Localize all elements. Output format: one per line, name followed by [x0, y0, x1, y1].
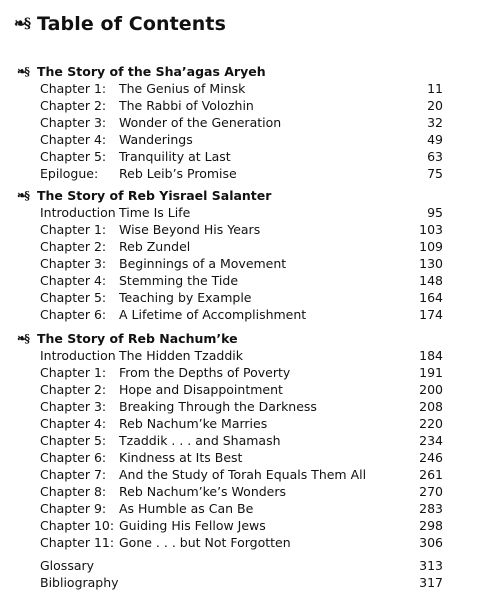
entry-title: Tzaddik . . . and Shamash	[119, 433, 281, 448]
section-title: The Story of Reb Yisrael Salanter	[37, 187, 272, 203]
page-number: 270	[419, 484, 443, 499]
page-number: 191	[419, 365, 443, 380]
toc-entry[interactable]	[0, 398, 480, 415]
entry-title: Hope and Disappointment	[119, 382, 283, 397]
entry-label: Chapter 4:	[40, 132, 107, 147]
entry-title: Teaching by Example	[119, 290, 252, 305]
toc-entry[interactable]	[0, 148, 480, 165]
entry-label: Chapter 4:	[40, 273, 107, 288]
entry-title: Reb Zundel	[119, 239, 191, 254]
toc-entry[interactable]	[0, 306, 480, 323]
entry-title: The Genius of Minsk	[119, 81, 246, 96]
toc-entry[interactable]	[0, 415, 480, 432]
entry-label: Chapter 1:	[40, 222, 107, 237]
entry-label: Epilogue:	[40, 166, 99, 181]
entry-label: Chapter 8:	[40, 484, 107, 499]
toc-entry[interactable]	[0, 364, 480, 381]
toc-entry[interactable]	[0, 449, 480, 466]
toc-entry[interactable]	[0, 238, 480, 255]
entry-label: Introduction	[40, 348, 116, 363]
section-title: The Story of Reb Nachum’ke	[37, 330, 238, 346]
page-number: 184	[419, 348, 443, 363]
entry-label: Chapter 6:	[40, 450, 107, 465]
page-number: 103	[419, 222, 443, 237]
page-number: 317	[419, 575, 443, 590]
page-number: 306	[419, 535, 443, 550]
entry-title: Reb Nachum’ke Marries	[119, 416, 268, 431]
entry-label: Chapter 3:	[40, 256, 107, 271]
page-number: 95	[427, 205, 443, 220]
toc-entry[interactable]	[0, 272, 480, 289]
page-number: 32	[427, 115, 443, 130]
page-number: 313	[419, 558, 443, 573]
toc-entry[interactable]	[0, 534, 480, 551]
toc-entry[interactable]	[0, 500, 480, 517]
entry-title: Breaking Through the Darkness	[119, 399, 317, 414]
toc-entry[interactable]	[0, 466, 480, 483]
page-number: 49	[427, 132, 443, 147]
toc-section-yisrael-salanter	[0, 186, 480, 323]
page-number: 234	[419, 433, 443, 448]
toc-entry[interactable]	[0, 97, 480, 114]
entry-label: Chapter 5:	[40, 149, 107, 164]
toc-back-matter	[0, 557, 480, 591]
entry-title: Kindness at Its Best	[119, 450, 243, 465]
toc-entry[interactable]	[0, 165, 480, 182]
page-number: 174	[419, 307, 443, 322]
toc-entry[interactable]	[0, 347, 480, 364]
toc-entry[interactable]	[0, 574, 480, 591]
entry-label: Chapter 3:	[40, 115, 107, 130]
entry-label: Chapter 5:	[40, 433, 107, 448]
entry-label: Chapter 1:	[40, 365, 107, 380]
page-number: 109	[419, 239, 443, 254]
page-number: 148	[419, 273, 443, 288]
entry-title: As Humble as Can Be	[119, 501, 254, 516]
entry-label: Chapter 2:	[40, 382, 107, 397]
entry-label: Chapter 6:	[40, 307, 107, 322]
entry-title: Wise Beyond His Years	[119, 222, 261, 237]
page-number: 283	[419, 501, 443, 516]
page-title: Table of Contents	[37, 13, 226, 35]
entry-title: The Hidden Tzaddik	[119, 348, 243, 363]
entry-label: Chapter 11:	[40, 535, 115, 550]
section-title: The Story of the Sha’agas Aryeh	[37, 63, 266, 79]
toc-section-shaagas-aryeh	[0, 62, 480, 182]
entry-label: Chapter 2:	[40, 98, 107, 113]
page-number: 130	[419, 256, 443, 271]
section-heading	[0, 329, 480, 347]
page-number: 200	[419, 382, 443, 397]
entry-label: Chapter 1:	[40, 81, 107, 96]
entry-label: Chapter 4:	[40, 416, 107, 431]
fleuron-icon: ❧§	[17, 188, 28, 202]
toc-entry[interactable]	[0, 114, 480, 131]
page-number: 75	[427, 166, 443, 181]
entry-label: Glossary	[40, 558, 95, 573]
toc-entry[interactable]	[0, 381, 480, 398]
toc-entry[interactable]	[0, 289, 480, 306]
toc-entry[interactable]	[0, 131, 480, 148]
entry-title: Wanderings	[119, 132, 193, 147]
entry-label: Chapter 9:	[40, 501, 107, 516]
section-heading	[0, 62, 480, 80]
toc-entry[interactable]	[0, 557, 480, 574]
toc-entry[interactable]	[0, 204, 480, 221]
page-number: 298	[419, 518, 443, 533]
page-number: 11	[427, 81, 443, 96]
entry-label: Bibliography	[40, 575, 119, 590]
page-number: 20	[427, 98, 443, 113]
entry-title: The Rabbi of Volozhin	[119, 98, 254, 113]
entry-label: Chapter 3:	[40, 399, 107, 414]
page-number: 208	[419, 399, 443, 414]
entry-label: Chapter 5:	[40, 290, 107, 305]
entry-title: Guiding His Fellow Jews	[119, 518, 266, 533]
toc-entry[interactable]	[0, 221, 480, 238]
page-number: 246	[419, 450, 443, 465]
section-heading	[0, 186, 480, 204]
entry-label: Chapter 2:	[40, 239, 107, 254]
page-number: 261	[419, 467, 443, 482]
entry-title: Gone . . . but Not Forgotten	[119, 535, 291, 550]
entry-title: Time Is Life	[119, 205, 191, 220]
entry-title: Tranquility at Last	[119, 149, 231, 164]
entry-title: Reb Nachum’ke’s Wonders	[119, 484, 287, 499]
entry-title: A Lifetime of Accomplishment	[119, 307, 307, 322]
fleuron-icon: ❧§	[17, 64, 28, 78]
toc-entry[interactable]	[0, 255, 480, 272]
entry-label: Introduction	[40, 205, 116, 220]
toc-entry[interactable]	[0, 432, 480, 449]
toc-entry[interactable]	[0, 517, 480, 534]
page-number: 63	[427, 149, 443, 164]
toc-entry[interactable]	[0, 80, 480, 97]
toc-section-nachumke	[0, 329, 480, 551]
entry-title: And the Study of Torah Equals Them All	[119, 467, 367, 482]
page-number: 164	[419, 290, 443, 305]
page-number: 220	[419, 416, 443, 431]
entry-title: From the Depths of Poverty	[119, 365, 291, 380]
entry-title: Stemming the Tide	[119, 273, 239, 288]
toc-entry[interactable]	[0, 483, 480, 500]
entry-label: Chapter 10:	[40, 518, 115, 533]
fleuron-icon: ❧§	[14, 16, 30, 32]
toc-heading	[14, 13, 226, 35]
entry-title: Reb Leib’s Promise	[119, 166, 237, 181]
fleuron-icon: ❧§	[17, 331, 28, 345]
entry-label: Chapter 7:	[40, 467, 107, 482]
entry-title: Wonder of the Generation	[119, 115, 282, 130]
entry-title: Beginnings of a Movement	[119, 256, 287, 271]
